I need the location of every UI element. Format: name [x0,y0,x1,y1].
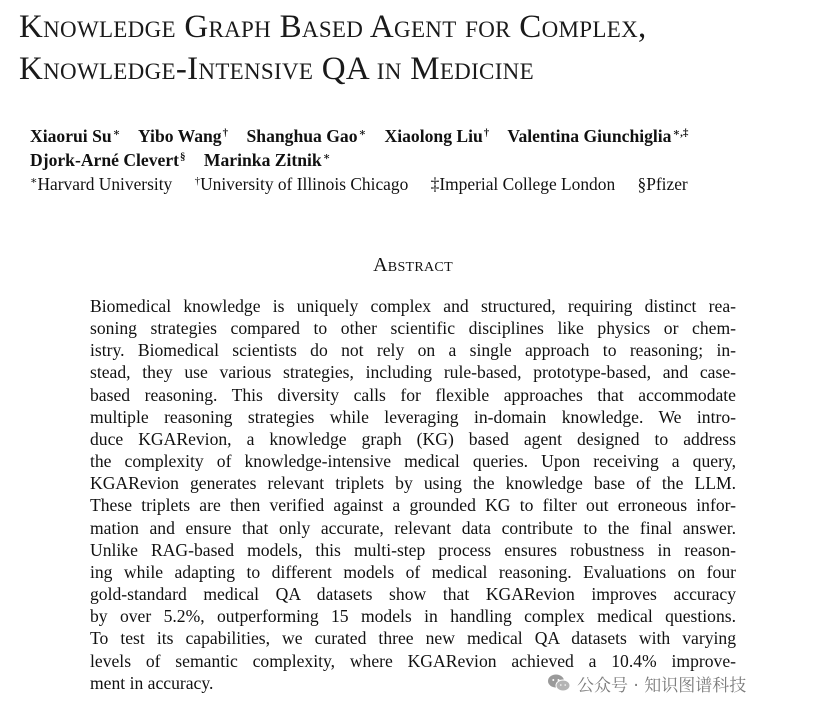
abstract-line: mation and ensure that only accurate, relevant data contribute to the final answer. [90,517,736,538]
author-name: Marinka Zitnik [203,150,322,170]
abstract-body [90,295,736,694]
abstract-line: the complexity of knowledge-intensive medical queries. Upon receiving a query, [90,451,736,472]
affiliation [30,174,172,194]
watermark-text: 公众号 · 知识图谱科技 [577,675,747,696]
author-name: Xiaorui Su [30,126,112,146]
author-name: Valentina Giunchiglia [507,126,672,146]
author [30,150,186,170]
author-mark: ∗ [322,151,331,163]
author-name: Djork-Arné Clevert [30,150,179,170]
abstract-line: Biomedical knowledge is uniquely complex and structured, requiring distinct rea- [90,296,736,316]
abstract-line: To test its capabilities, we curated three new medical QA datasets with varying [90,628,736,649]
abstract-line: ing while adapting to different models of medical reasoning. Evaluations on four [90,561,736,582]
abstract-line: soning strategies compared to other scientific disciplines like physics or chem- [90,318,736,339]
watermark [547,671,746,695]
affiliation-mark: ‡ [430,174,440,194]
affiliation [431,174,616,194]
abstract-line: based reasoning. This diversity calls for flexible approaches that accommodate [90,384,736,405]
author-mark: † [483,127,490,139]
abstract-line: Unlike RAG-based models, this multi-step process ensures robustness in reason- [90,539,736,560]
author-name: Yibo Wang [138,126,222,146]
affiliation-name: Pfizer [646,174,688,194]
abstract-line: levels of semantic complexity, where KGARevion achieved a 10.4% improve- [90,650,736,671]
affiliation-name: University of Illinois Chicago [200,174,409,194]
affiliation-mark: ∗ [30,175,38,187]
abstract-line: duce KGARevion, a knowledge graph (KG) based agent designed to address [90,428,736,449]
author-mark: † [222,127,229,139]
abstract-line: istry. Biomedical scientists do not rely on a single approach to reasoning; in- [90,340,736,361]
author-name: Shanghua Gao [246,126,358,146]
wechat-icon [547,673,571,693]
affiliation-mark: § [637,174,647,194]
author [204,150,330,170]
author-row-1 [30,124,820,148]
affiliation-name: Imperial College London [439,174,616,194]
author [247,126,367,146]
author-mark: ∗ [112,127,121,139]
affiliation-mark: † [194,175,201,187]
abstract-line: ment in accuracy. [90,672,214,693]
author [507,126,688,146]
author-mark: ∗,‡ [672,127,689,139]
author-mark: ∗ [358,127,367,139]
title-line-1: Knowledge Graph Based Agent for Complex, [19,9,647,45]
abstract-line: by over 5.2%, outperforming 15 models in handling complex medical questions. [90,606,736,627]
affiliation-list [30,172,820,196]
affiliation [638,174,688,194]
abstract-line: KGARevion generates relevant triplets by using the knowledge base of the LLM. [90,473,736,494]
abstract-heading: Abstract [373,254,453,276]
title-line-2: Knowledge-Intensive QA in Medicine [19,51,534,87]
abstract-line: These triplets are then verified against a grounded KG to filter out erroneous infor- [90,495,736,516]
author-row-2 [30,148,820,172]
author-name: Xiaolong Liu [384,126,483,146]
affiliation [195,174,409,194]
author [138,126,228,146]
affiliation-name: Harvard University [37,174,173,194]
abstract-line: multiple reasoning strategies while leveraging in-domain knowledge. We intro- [90,406,736,427]
abstract-line: gold-standard medical QA datasets show that KGARevion improves accuracy [90,584,736,605]
author [385,126,490,146]
abstract-line: stead, they use various strategies, including rule-based, prototype-based, and case- [90,362,736,383]
author-mark: § [180,151,186,163]
paper-title [19,6,829,90]
author-list [30,124,820,172]
author [30,126,120,146]
